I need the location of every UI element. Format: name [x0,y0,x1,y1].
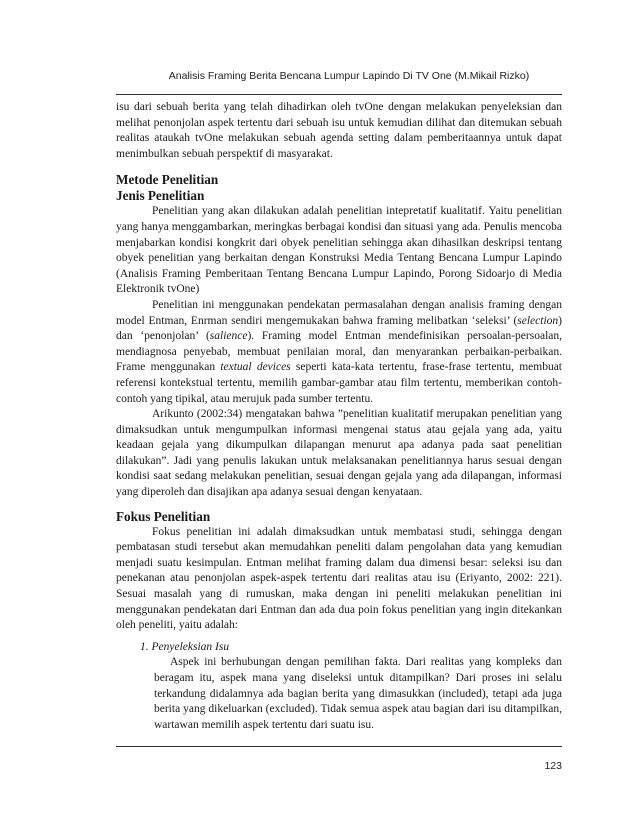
term-salience: salience [209,330,248,343]
fokus-paragraph-1: Fokus penelitian ini adalah dimaksudkan untuk membatasi studi, sehingga dengan pembatasan studi tersebut akan memudahkan peneliti dalam pengolahan data yang kemudian menjadi suatu kesimpulan. Entman melihat framing dalam dua dimensi besar: seleksi isu dan penekanan atau penonjolan aspek-aspek tertentu dari realitas atau isu (Eriyanto, 2002: 221). Sesuai masalah yang di rumuskan, maka dengan ini peneliti melakukan penelitian ini menggunakan pendekatan dari Entman dan ada dua poin fokus penelitian yang ingin ditekankan oleh peneliti, yaitu adalah: [116,525,562,632]
header-rule [116,94,562,95]
page-number: 123 [544,760,562,772]
metode-paragraph-2 [116,298,562,407]
metode-p2-text-2: ) dan ‘penonjolan’ ( [116,314,562,343]
metode-p2-text-1: Penelitian ini menggunakan pendekatan permasalahan dengan analisis framing dengan model Entman, Enrman sendiri mengemukakan bahwa framing melibatkan ‘seleksi’ ( [116,298,562,327]
running-title: Analisis Framing Berita Bencana Lumpur Lapindo Di TV One (M.Mikail Rizko) [168,70,530,82]
page-body [116,100,562,733]
metode-p2-text-4: seperti kata-kata tertentu, frase-frase tertentu, membuat referensi kontekstual tertentu, memilih gambar-gambar atau film tertentu, memberikan contoh-contoh yang tipikal, atau merujuk pada sumber tertentu. [116,361,562,405]
section-heading-fokus: Fokus Penelitian [116,508,211,524]
intro-paragraph: isu dari sebuah berita yang telah dihadirkan oleh tvOne dengan melakukan penyeleksian dan melihat penonjolan aspek tertentu dari sebuah isu untuk kemudian dilihat dan ditemukan sebuah realitas ataukah tvOne melakukan sebuah agenda setting dalam pemberitaannya untuk dapat menimbulkan sebuah perspektif di masyarakat. [116,101,562,160]
fokus-list [140,640,562,734]
metode-p2-text-3: ). Framing model Entman mendefinisikan persoalan-persoalan, mendiagnosa penyebab, membuat penilaian moral, dan menyarankan perbaikan-perbaikan. Frame menggunakan [116,330,562,374]
list-item-title: 1. Penyeleksian Isu [140,640,230,653]
metode-paragraph-3: Arikunto (2002:34) mengatakan bahwa ”penelitian kualitatif merupakan penelitian yang dimaksudkan untuk mengumpulkan informasi mengenai status atau gejala yang ada, yaitu keadaan gejala yang dikumpulkan dilapangan menurut apa adanya pada saat penelitian dilakukan”. Jadi yang penulis lakukan untuk melaksanakan penelitiannya harus sesuai dengan kondisi saat sedang melakukan penelitian, sesuai dengan gejala yang ada dilapangan, informasi yang diperoleh dan disajikan apa adanya sesuai dengan kenyataan. [116,408,562,499]
section-heading-metode: Metode Penelitian [116,172,219,188]
running-header [0,70,638,82]
subheading-jenis: Jenis Penelitian [116,188,205,204]
metode-paragraph-1: Penelitian yang akan dilakukan adalah penelitian intepretatif kualitatif. Yaitu penelitian yang hanya menggambarkan, meringkas berbagai kondisi dan situasi yang ada. Penulis mencoba menjabarkan kondisi kongkrit dari obyek penelitian sehingga akan dihasilkan deskripsi tentang obyek penelitian yang berkaitan dengan Konstruksi Media Tentang Bencana Lumpur Lapindo (Analisis Framing Pemberitaan Tentang Bencana Lumpur Lapindo, Porong Sidoarjo di Media Elektronik tvOne) [116,205,562,296]
list-item-body: Aspek ini berhubungan dengan pemilihan fakta. Dari realitas yang kompleks dan beragam itu, aspek mana yang diseleksi untuk ditampilkan? Dari proses ini selalu terkandung didalamnya ada bagian berita yang dimasukkan (included), tetapi ada juga berita yang dikeluarkan (excluded). Tidak semua aspek atau bagian dari isu ditampilkan, wartawan memilih aspek tertentu dari suatu isu. [154,656,562,731]
footer-rule [116,746,562,747]
term-selection: selection [517,314,559,327]
term-textual-devices: textual devices [220,361,291,374]
